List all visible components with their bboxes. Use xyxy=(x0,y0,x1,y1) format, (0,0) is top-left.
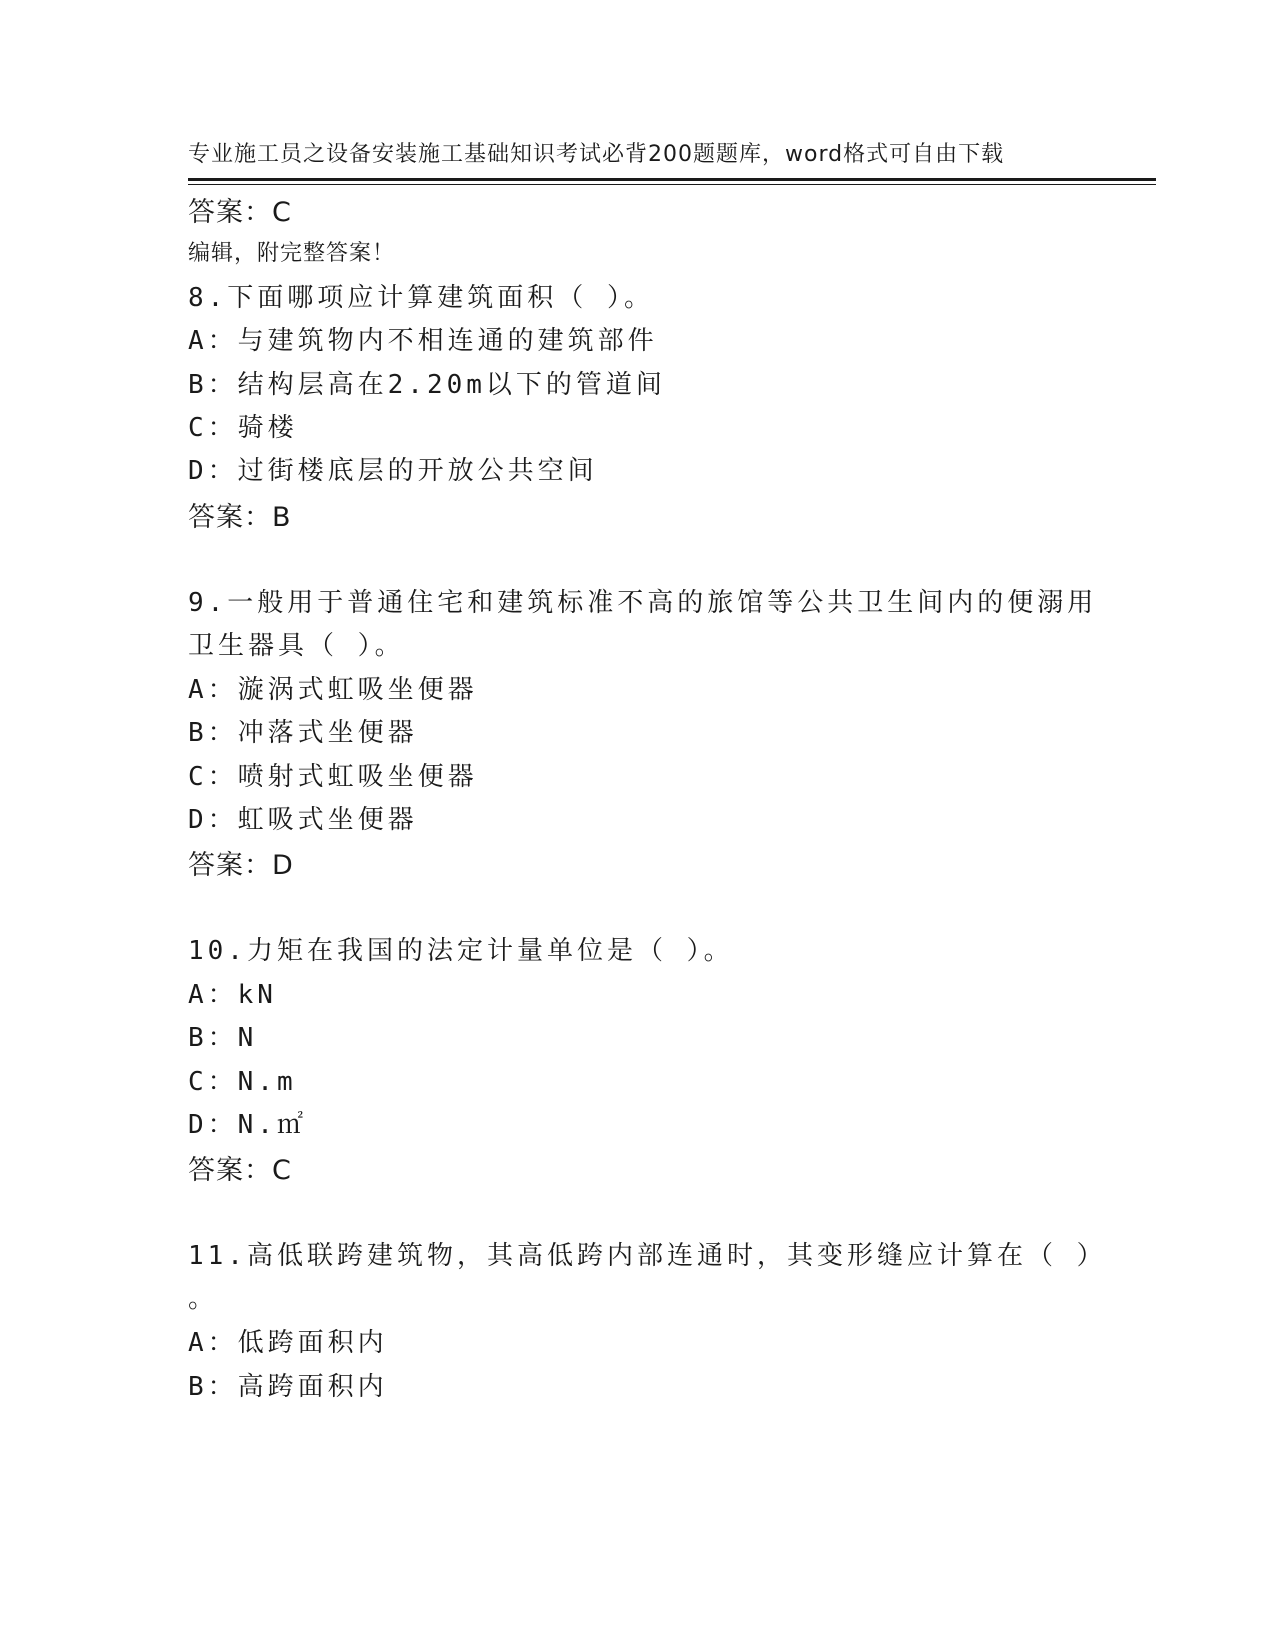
question-9-option-b: B：冲落式坐便器 xyxy=(188,718,418,748)
question-9-line-1: 9.一般用于普通住宅和建筑标准不高的旅馆等公共卫生间内的便溺用 xyxy=(188,588,1098,618)
previous-answer: 答案：C xyxy=(188,197,292,228)
question-10: 10.力矩在我国的法定计量单位是（ ）。 xyxy=(188,936,734,966)
question-8-option-a: A：与建筑物内不相连通的建筑部件 xyxy=(188,326,658,356)
question-10-option-c: C：N.m xyxy=(188,1067,297,1097)
question-11-option-a: A：低跨面积内 xyxy=(188,1328,388,1358)
question-8: 8.下面哪项应计算建筑面积（ ）。 xyxy=(188,283,654,313)
question-10-option-b: B：N xyxy=(188,1023,258,1053)
question-10-answer: 答案：C xyxy=(188,1155,292,1186)
question-11-line-2: 。 xyxy=(188,1284,219,1314)
header-rule-thick xyxy=(188,178,1156,181)
question-8-option-c: C：骑楼 xyxy=(188,413,298,443)
question-9-line-2: 卫生器具（ ）。 xyxy=(188,631,405,661)
header-title-line-2: 编辑，附完整答案！ xyxy=(188,241,396,266)
question-10-option-a: A：kN xyxy=(188,980,277,1010)
question-8-option-d: D：过街楼底层的开放公共空间 xyxy=(188,456,598,486)
question-8-answer: 答案：B xyxy=(188,502,292,533)
question-10-option-d: D：N.㎡ xyxy=(188,1110,307,1140)
header-title-line-1: 专业施工员之设备安装施工基础知识考试必背200题题库，word格式可自由下载 xyxy=(188,142,1005,167)
question-8-option-b: B：结构层高在2.20m以下的管道间 xyxy=(188,370,666,400)
question-11-option-b: B：高跨面积内 xyxy=(188,1372,388,1402)
question-9-option-a: A：漩涡式虹吸坐便器 xyxy=(188,675,478,705)
question-11-line-1: 11.高低联跨建筑物，其高低跨内部连通时，其变形缝应计算在（ ） xyxy=(188,1241,1107,1271)
header-rule-thin xyxy=(188,184,1156,185)
question-9-option-d: D：虹吸式坐便器 xyxy=(188,805,418,835)
question-9-answer: 答案：D xyxy=(188,850,294,881)
question-9-option-c: C：喷射式虹吸坐便器 xyxy=(188,762,478,792)
